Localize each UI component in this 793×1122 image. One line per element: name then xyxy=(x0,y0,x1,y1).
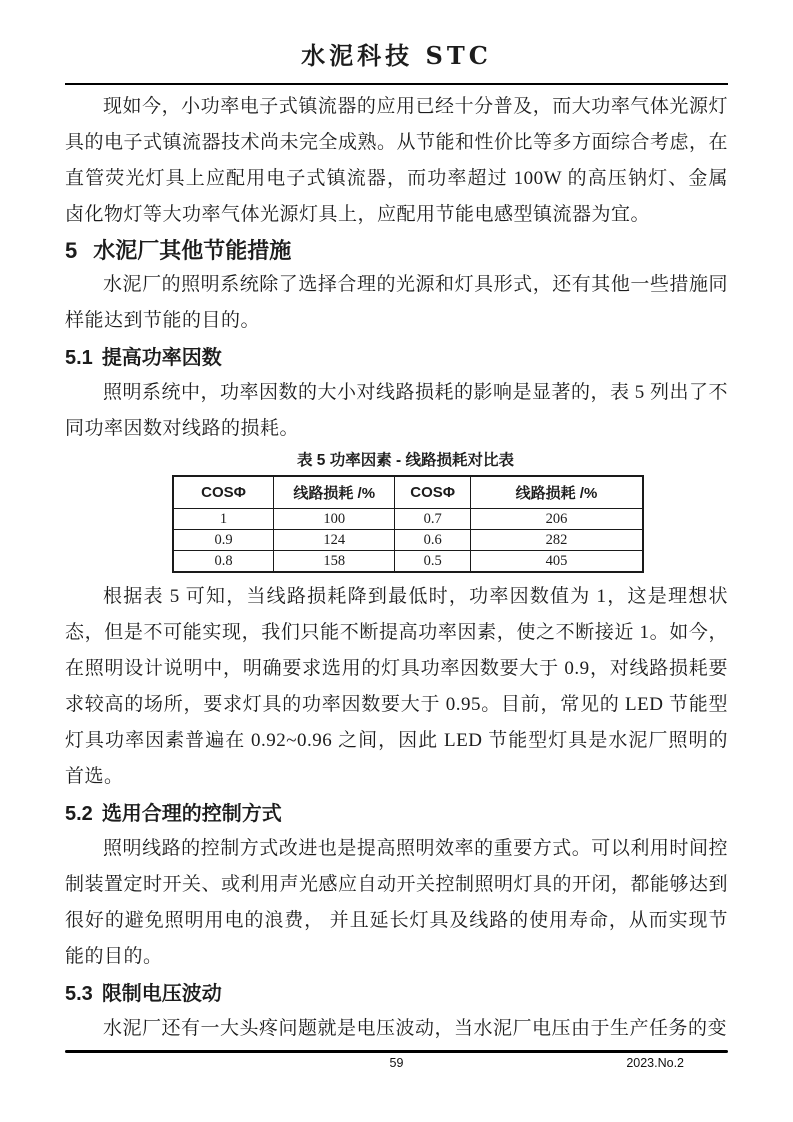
table-header-cell: COSΦ xyxy=(173,476,274,509)
subsection-title: 提高功率因数 xyxy=(101,347,222,369)
section-number: 5 xyxy=(65,238,78,263)
table-header-cell: 线路损耗 /% xyxy=(470,476,643,509)
subsection-title: 选用合理的控制方式 xyxy=(101,803,282,825)
subsection-heading-5-3 xyxy=(65,981,728,1007)
table-row xyxy=(173,530,643,551)
paragraph-control-method: 照明线路的控制方式改进也是提高照明效率的重要方式。可以利用时间控制装置定时开关、或利用声光感应自动开关控制照明灯具的开闭，都能够达到很好的避免照明用电的浪费， 并且延长灯具及线路的使用寿命，从而实现节能的目的。 xyxy=(65,838,729,967)
power-factor-table xyxy=(172,475,644,573)
paragraph-ballast-intro: 现如今，小功率电子式镇流器的应用已经十分普及，而大功率气体光源灯具的电子式镇流器技术尚未完全成熟。从节能和性价比等多方面综合考虑，在直管荧光灯具上应配用电子式镇流器，而功率超过 100W 的高压钠灯、金属卤化物灯等大功率气体光源灯具上，应配用节能电感型镇流器为宜。 xyxy=(65,96,729,225)
subsection-heading-5-2 xyxy=(65,801,728,827)
table-header-cell: COSΦ xyxy=(395,476,471,509)
section-title: 水泥厂其他节能措施 xyxy=(93,238,292,263)
page-footer xyxy=(65,1050,728,1072)
table-cell: 206 xyxy=(470,509,643,530)
journal-title: 水泥科技 STC xyxy=(301,41,492,70)
table-cell: 1 xyxy=(173,509,274,530)
subsection-number: 5.2 xyxy=(65,803,93,825)
header-rule xyxy=(65,83,728,85)
section-heading-5 xyxy=(65,237,728,265)
table-cell: 0.8 xyxy=(173,551,274,573)
page-number: 59 xyxy=(389,1056,404,1070)
table-cell: 124 xyxy=(274,530,395,551)
table-row xyxy=(173,509,643,530)
table-cell: 100 xyxy=(274,509,395,530)
table-cell: 282 xyxy=(470,530,643,551)
table-header-cell: 线路损耗 /% xyxy=(274,476,395,509)
table-caption: 表 5 功率因素 - 线路损耗对比表 xyxy=(296,452,514,469)
table-cell: 0.9 xyxy=(173,530,274,551)
paragraph-table-analysis: 根据表 5 可知，当线路损耗降到最低时，功率因数值为 1，这是理想状态，但是不可能实现，我们只能不断提高功率因素，使之不断接近 1。如今，在照明设计说明中，明确要求选用的灯具功率因数要大于 0.9，对线路损耗要求较高的场所，要求灯具的功率因数要大于 0.95。目前，常见的 LED 节能型灯具功率因素普遍在 0.92~0.96 之间，因此 LED 节能型灯具是水泥厂照明的首选。 xyxy=(65,586,728,787)
table-cell: 0.5 xyxy=(395,551,471,573)
table-header-row xyxy=(173,476,643,509)
issue-number: 2023.No.2 xyxy=(626,1056,684,1070)
subsection-number: 5.3 xyxy=(65,983,93,1005)
paragraph-voltage-fluctuation: 水泥厂还有一大头疼问题就是电压波动，当水泥厂电压由于生产任务的变 xyxy=(103,1018,728,1039)
table-cell: 158 xyxy=(274,551,395,573)
paragraph-section5-intro: 水泥厂的照明系统除了选择合理的光源和灯具形式，还有其他一些措施同样能达到节能的目的。 xyxy=(65,274,728,331)
table-cell: 405 xyxy=(470,551,643,573)
table-row xyxy=(173,551,643,573)
subsection-number: 5.1 xyxy=(65,347,93,369)
footer-row xyxy=(65,1056,728,1072)
footer-rule xyxy=(65,1050,728,1053)
subsection-title: 限制电压波动 xyxy=(101,983,222,1005)
table-cell: 0.6 xyxy=(395,530,471,551)
table-cell: 0.7 xyxy=(395,509,471,530)
paragraph-power-factor: 照明系统中，功率因数的大小对线路损耗的影响是显著的，表 5 列出了不同功率因数对线路的损耗。 xyxy=(65,382,729,439)
subsection-heading-5-1 xyxy=(65,345,728,371)
